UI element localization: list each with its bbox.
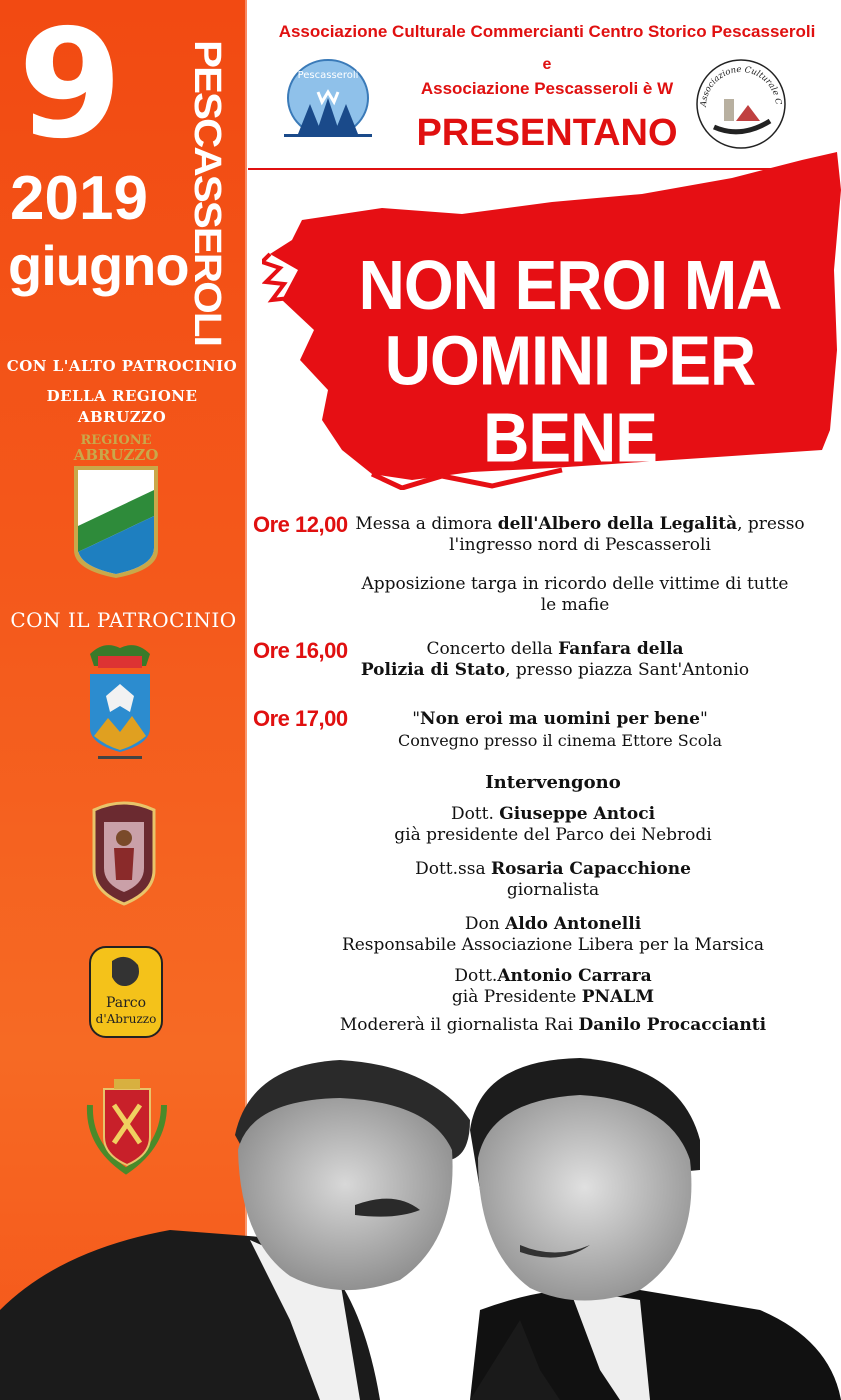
program-item-12: Messa a dimora dell'Albero della Legalità, presso l'ingresso nord di Pescasseroli [355,514,805,555]
time-16: Ore 16,00 [253,638,348,663]
speaker-1: Dott. Giuseppe Antoci già presidente del Parco dei Nebrodi [394,804,712,845]
speaker-2: Dott.ssa Rosaria Capacchione giornalista [415,859,691,900]
time-17: Ore 17,00 [253,706,348,731]
program-item-12-plaque: Apposizione targa in ricordo delle vittime di tutte le mafie [361,574,789,615]
assoc-logo-text: Associazione Culturale C [698,64,784,108]
program-item-17: "Non eroi ma uomini per bene" Convegno presso il cinema Ettore Scola [397,709,722,750]
speaker-4: Dott.Antonio Carrara già Presidente PNALM [451,966,655,1007]
park-logo-text-1: Parco [105,995,147,1011]
association-conjunction: e [542,56,552,73]
associazione-culturale-logo [692,55,790,157]
association-1: Associazione Culturale Commercianti Centro Storico Pescasseroli [278,22,816,41]
time-12: Ore 12,00 [253,512,348,537]
region-logo-text-1: REGIONE [80,433,152,448]
moderator: Modererà il giornalista Rai Danilo Procaccianti [339,1015,767,1035]
region-logo-text-2: ABRUZZO [73,446,159,464]
provincia-aquila-crest [84,640,156,774]
comune-crest [88,800,160,912]
speakers-title: Intervengono [485,772,621,793]
regione-abruzzo-logo [70,430,162,584]
high-patronage-line2: DELLA REGIONE ABRUZZO [46,387,198,426]
patronage-title: CON IL PATROCINIO [10,608,237,632]
event-day: 9 [18,0,119,172]
falcone-borsellino-photo [0,1040,841,1400]
pescasseroli-logo [282,58,374,146]
program-item-16: Concerto della Fanfara della Polizia di Stato, presso piazza Sant'Antonio [360,639,750,680]
speaker-3: Don Aldo Antonelli Responsabile Associazione Libera per la Marsica [341,914,765,955]
park-logo-text-2: d'Abruzzo [95,1012,157,1026]
event-year: 2019 [10,164,148,233]
high-patronage-line1: CON L'ALTO PATROCINIO [6,357,238,375]
title-line-2: UOMINI PER BENE [384,322,756,477]
pescasseroli-logo-text: Pescasseroli [297,70,359,81]
title-line-1: NON EROI MA [358,246,782,325]
event-title [300,248,840,476]
event-town: PESCASSEROLI [187,40,230,346]
event-month: giugno [8,234,189,297]
association-2: Associazione Pescasseroli è W [420,79,674,98]
presentano-label: PRESENTANO [416,112,678,154]
parco-abruzzo-logo [88,945,164,1043]
